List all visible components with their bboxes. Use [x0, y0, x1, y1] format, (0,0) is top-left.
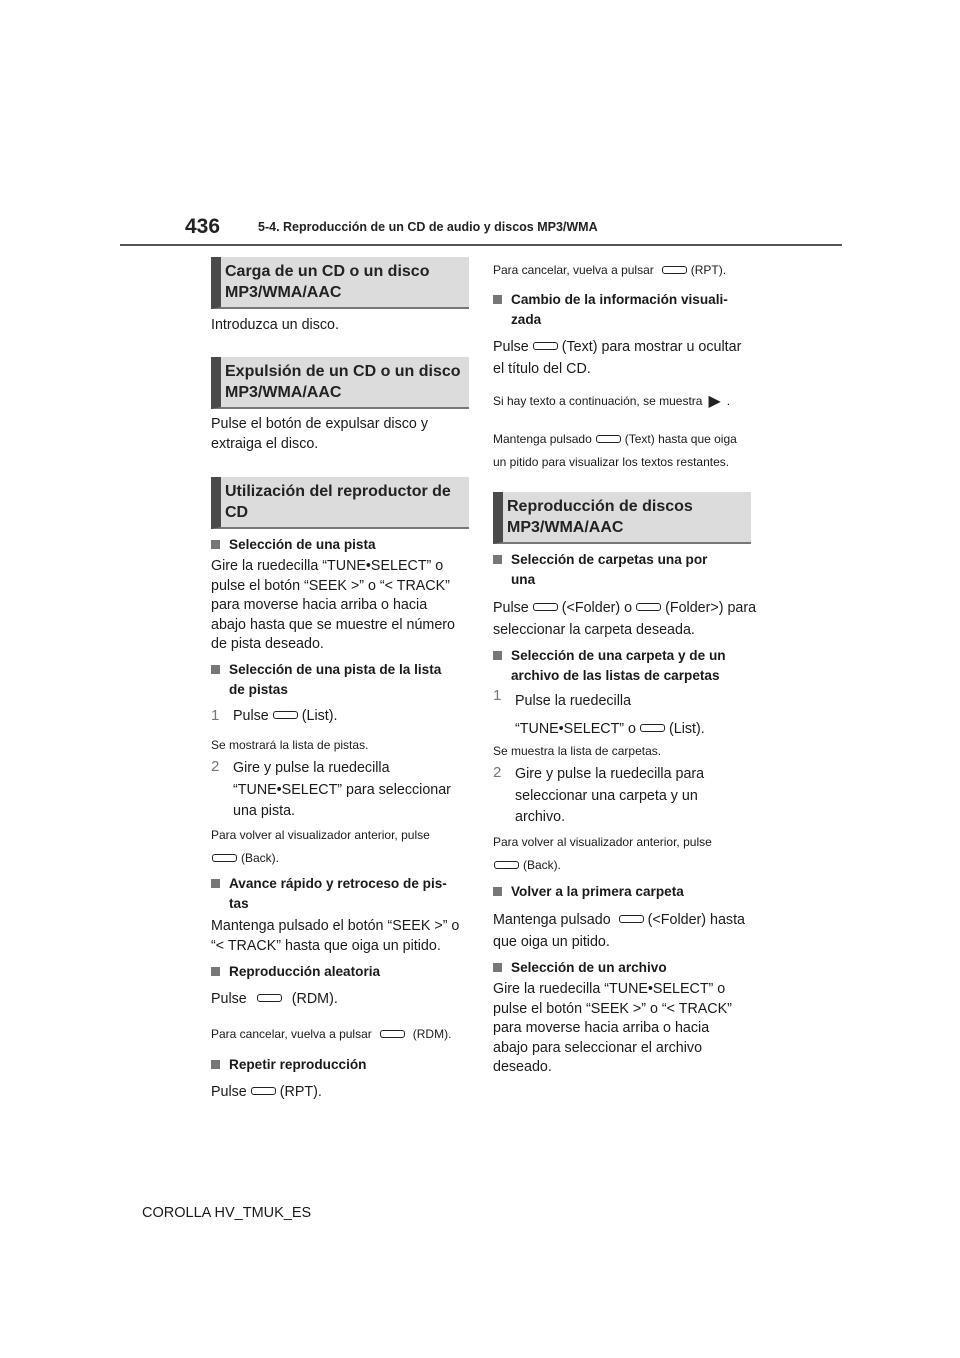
section-heading-eject-disc [211, 357, 469, 409]
section-heading-line: CD [225, 504, 249, 521]
text-line: “TUNE•SELECT” para seleccionar [233, 781, 451, 798]
text-line: Pulse la ruedecilla [515, 693, 632, 709]
subheading-folder-list: Selección de una carpeta y de un archivo de las listas de carpetas [493, 646, 751, 685]
section-heading-line: Utilización del reproductor de [225, 483, 451, 500]
text-line: de pista deseado. [211, 636, 324, 652]
subheading-track-select: Selección de una pista [211, 535, 469, 555]
paragraph [211, 917, 459, 956]
text-line: seleccionar la carpeta deseada. [493, 621, 695, 638]
text-line: para moverse hacia arriba o hacia [493, 1020, 710, 1036]
square-bullet-icon [211, 665, 220, 674]
square-bullet-icon [211, 879, 220, 888]
text-line: archivo. [515, 809, 566, 825]
note: Para volver al visualizador anterior, pulse [211, 828, 430, 842]
folder-prev-button-icon [533, 603, 558, 611]
step-text: Pulse la ruedecilla “TUNE•SELECT” o (List). [515, 687, 705, 743]
paragraph: Pulse (<Folder) o (Folder>) para seleccionar la carpeta deseada. [493, 598, 756, 641]
text-line: Pulse el botón de expulsar disco y [211, 416, 428, 432]
step-text [515, 764, 704, 829]
step-number: 1 [211, 707, 220, 724]
rdm-button-icon [380, 1030, 405, 1038]
text-line: deseado. [493, 1059, 552, 1075]
subheading-file-select: Selección de un archivo [493, 958, 751, 978]
text-line: Gire y pulse la ruedecilla para [515, 766, 705, 782]
text-line: extraiga el disco. [211, 435, 319, 452]
list-button-icon [273, 711, 298, 719]
text-line: pulse el botón “SEEK >” o “< TRACK” [211, 577, 450, 594]
square-bullet-icon [211, 1060, 220, 1069]
section-heading-mp3-playback [493, 492, 751, 544]
rpt-button-icon [662, 266, 687, 274]
back-button-icon [494, 861, 519, 869]
section-heading-line: MP3/WMA/AAC [225, 384, 342, 401]
section-heading-line: Reproducción de discos [507, 498, 693, 515]
rpt-button-icon [251, 1087, 276, 1095]
step-text: Pulse (List). [233, 708, 338, 724]
section-heading-line: Expulsión de un CD o un disco [225, 363, 461, 380]
text-line: una pista. [233, 803, 295, 819]
square-bullet-icon [493, 555, 502, 564]
subheading-random: Reproducción aleatoria [211, 962, 469, 982]
paragraph [493, 980, 732, 1078]
note: Se muestra la lista de carpetas. [493, 744, 662, 758]
text-line: un pitido para visualizar los textos restantes. [493, 455, 730, 469]
text-line: Gire y pulse la ruedecilla [233, 760, 390, 776]
text-button-icon [533, 342, 558, 350]
text-line: Gire la ruedecilla “TUNE•SELECT” o [493, 981, 726, 997]
paragraph: Introduzca un disco. [211, 317, 339, 333]
text-line: Gire la ruedecilla “TUNE•SELECT” o [211, 558, 444, 574]
paragraph [211, 415, 428, 454]
note: Si hay texto a continuación, se muestra ▶ . [493, 392, 731, 410]
section-heading-cd-player [211, 477, 469, 529]
note: Para volver al visualizador anterior, pulse [493, 835, 712, 849]
running-title: 5-4. Reproducción de un CD de audio y discos MP3/WMA [258, 220, 598, 234]
step-text [233, 758, 451, 823]
square-bullet-icon [493, 963, 502, 972]
note: Mantenga pulsado (Text) hasta que oiga un pitido para visualizar los textos restantes. [493, 428, 737, 474]
paragraph: Pulse (Text) para mostrar u ocultar el título del CD. [493, 337, 741, 380]
square-bullet-icon [211, 967, 220, 976]
square-bullet-icon [493, 295, 502, 304]
subheading-folder-one: Selección de carpetas una por una [493, 550, 751, 589]
next-arrow-icon: ▶ [708, 392, 721, 410]
note: Se mostrará la lista de pistas. [211, 738, 369, 752]
subheading-display-change: Cambio de la información visuali- zada [493, 290, 751, 329]
paragraph [211, 557, 455, 655]
folder-next-button-icon [636, 603, 661, 611]
note: (Back). [208, 850, 279, 866]
step-number: 2 [211, 758, 220, 775]
folder-prev-button-icon [619, 915, 644, 923]
section-heading-line: MP3/WMA/AAC [225, 284, 342, 301]
subheading-fast-forward: Avance rápido y retroceso de pis- tas [211, 874, 469, 913]
back-button-icon [212, 854, 237, 862]
note: (Back). [490, 857, 561, 873]
list-button-icon [640, 724, 665, 732]
text-line: pulse el botón “SEEK >” o “< TRACK” [493, 1000, 732, 1017]
rdm-button-icon [257, 994, 282, 1002]
square-bullet-icon [493, 651, 502, 660]
text-line: “< TRACK” hasta que oiga un pitido. [211, 937, 441, 954]
note: Para cancelar, vuelva a pulsar (RDM). [211, 1027, 452, 1041]
text-line: para moverse hacia arriba o hacia [211, 597, 428, 613]
section-heading-line: Carga de un CD o un disco [225, 263, 430, 280]
page-number: 436 [185, 215, 221, 238]
step-number: 1 [493, 687, 502, 704]
header-rule [120, 244, 842, 246]
square-bullet-icon [493, 887, 502, 896]
footer-model-code: COROLLA HV_TMUK_ES [142, 1205, 312, 1221]
paragraph: Mantenga pulsado (<Folder) hasta que oiga un pitido. [493, 910, 745, 953]
paragraph: Pulse (RPT). [211, 1084, 322, 1100]
note: Para cancelar, vuelva a pulsar (RPT). [493, 263, 727, 277]
square-bullet-icon [211, 540, 220, 549]
section-heading-line: MP3/WMA/AAC [507, 519, 624, 536]
subheading-repeat: Repetir reproducción [211, 1055, 469, 1075]
text-line: Mantenga pulsado el botón “SEEK >” o [211, 918, 460, 934]
subheading-first-folder: Volver a la primera carpeta [493, 882, 751, 902]
step-number: 2 [493, 764, 502, 781]
text-line: el título del CD. [493, 360, 591, 377]
text-line: abajo para seleccionar el archivo [493, 1039, 703, 1056]
paragraph: Pulse (RDM). [211, 991, 338, 1007]
text-line: abajo hasta que se muestre el número [211, 616, 455, 633]
text-button-icon [596, 435, 621, 443]
subheading-track-list: Selección de una pista de la lista de pistas [211, 660, 469, 699]
text-line: seleccionar una carpeta y un [515, 787, 698, 804]
section-heading-load-disc [211, 257, 469, 309]
text-line: que oiga un pitido. [493, 933, 610, 950]
